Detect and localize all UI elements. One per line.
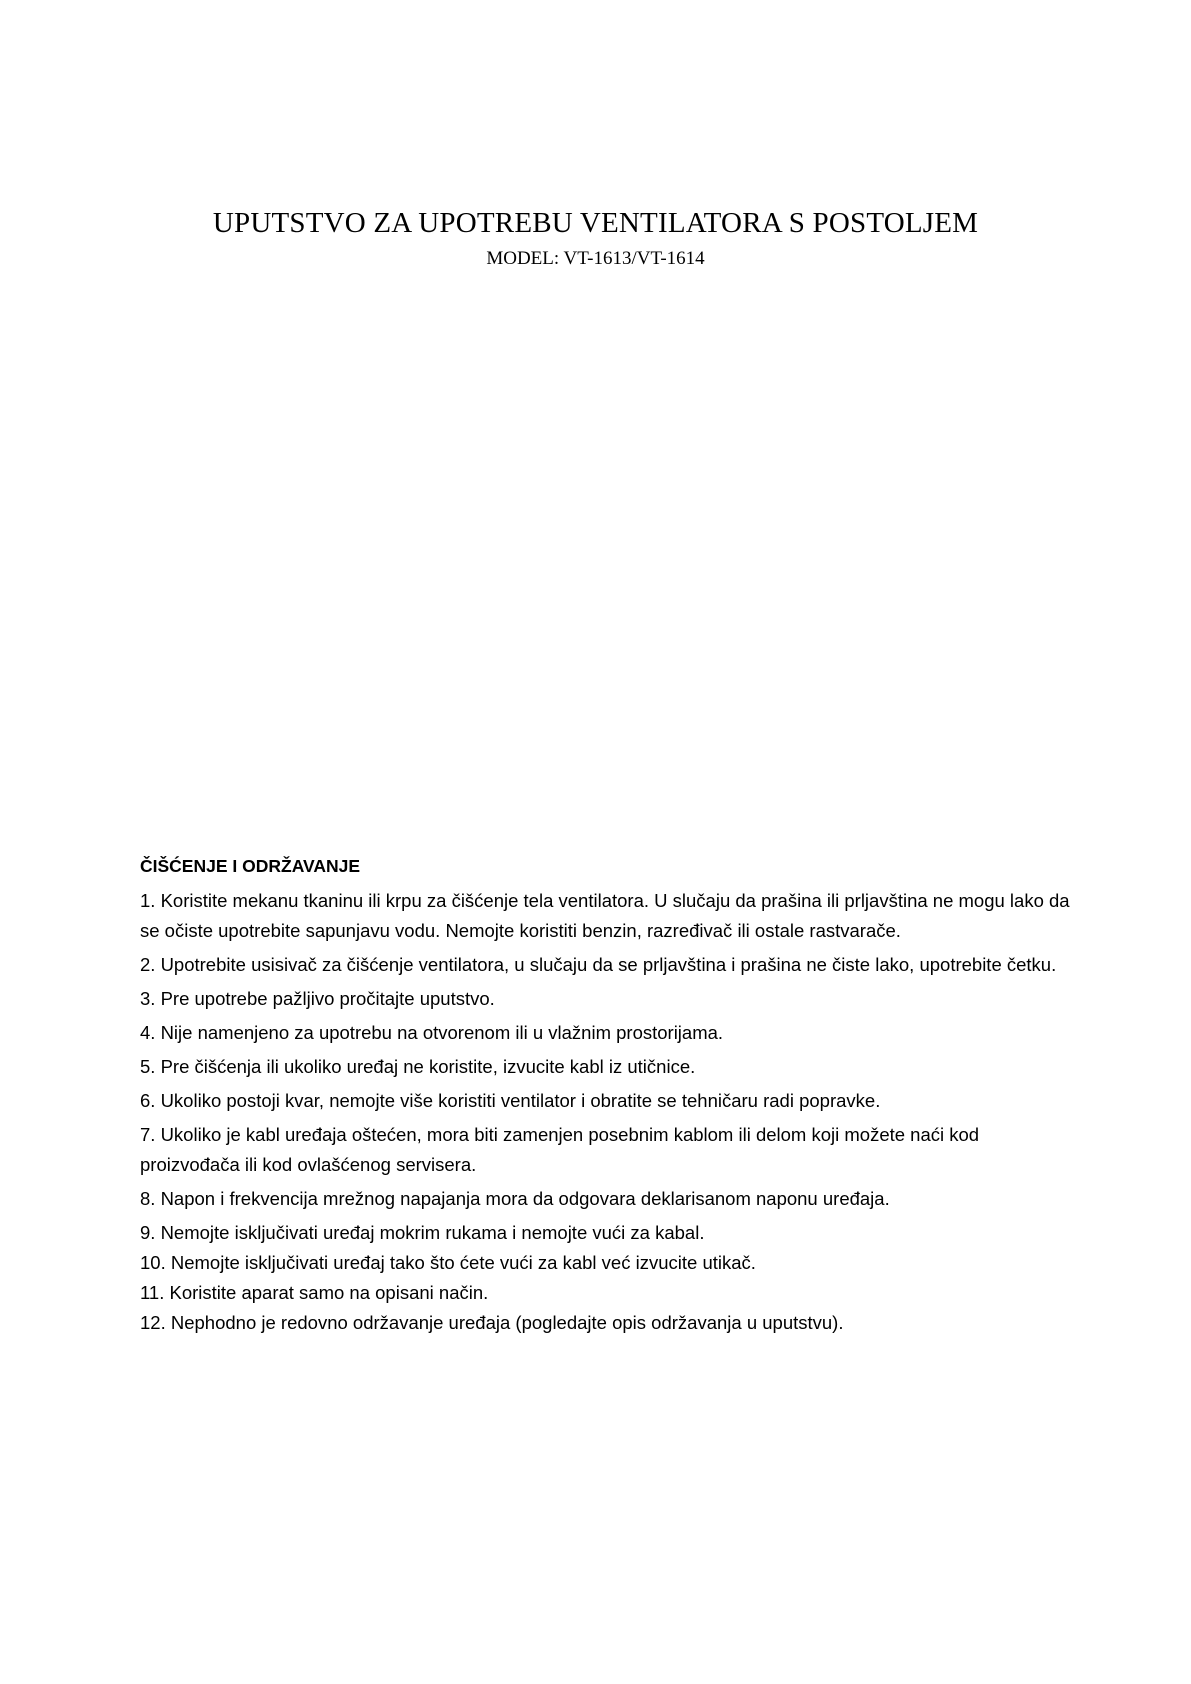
section-heading: ČIŠĆENJE I ODRŽAVANJE xyxy=(140,856,361,876)
list-item: 4. Nije namenjeno za upotrebu na otvorenom ili u vlažnim prostorijama. xyxy=(140,1022,724,1043)
list-item: 11. Koristite aparat samo na opisani način. xyxy=(140,1282,489,1303)
list-item: 6. Ukoliko postoji kvar, nemojte više koristiti ventilator i obratite se tehničaru radi popravke. xyxy=(140,1090,881,1111)
list-item: 2. Upotrebite usisivač za čišćenje ventilatora, u slučaju da se prljavština i prašina ne čiste lako, upotrebite četku. xyxy=(140,954,1057,975)
list-item: 10. Nemojte isključivati uređaj tako što ćete vući za kabl već izvucite utikač. xyxy=(140,1252,756,1273)
model-number: MODEL: VT-1613/VT-1614 xyxy=(486,248,705,269)
cleaning-maintenance-section xyxy=(140,855,1080,1338)
list-item: 7. Ukoliko je kabl uređaja oštećen, mora biti zamenjen posebnim kablom ili delom koji možete naći kod proizvođača ili kod ovlašćenog servisera. xyxy=(140,1124,980,1175)
list-item: 12. Nephodno je redovno održavanje uređaja (pogledajte opis održavanja u uputstvu). xyxy=(140,1312,844,1333)
list-item: 9. Nemojte isključivati uređaj mokrim rukama i nemojte vući za kabal. xyxy=(140,1222,705,1243)
list-item: 5. Pre čišćenja ili ukoliko uređaj ne koristite, izvucite kabl iz utičnice. xyxy=(140,1056,696,1077)
list-item: 3. Pre upotrebe pažljivo pročitajte uputstvo. xyxy=(140,988,495,1009)
list-item: 1. Koristite mekanu tkaninu ili krpu za čišćenje tela ventilatora. U slučaju da prašina ili prljavština ne mogu lako da se očiste upotrebite sapunjavu vodu. Nemojte koristiti benzin, razređivač ili ostale rastvarače. xyxy=(140,890,1070,941)
list-item: 8. Napon i frekvencija mrežnog napajanja mora da odgovara deklarisanom naponu uređaja. xyxy=(140,1188,890,1209)
document-title: UPUTSTVO ZA UPOTREBU VENTILATORA S POSTOLJEM xyxy=(212,207,979,239)
